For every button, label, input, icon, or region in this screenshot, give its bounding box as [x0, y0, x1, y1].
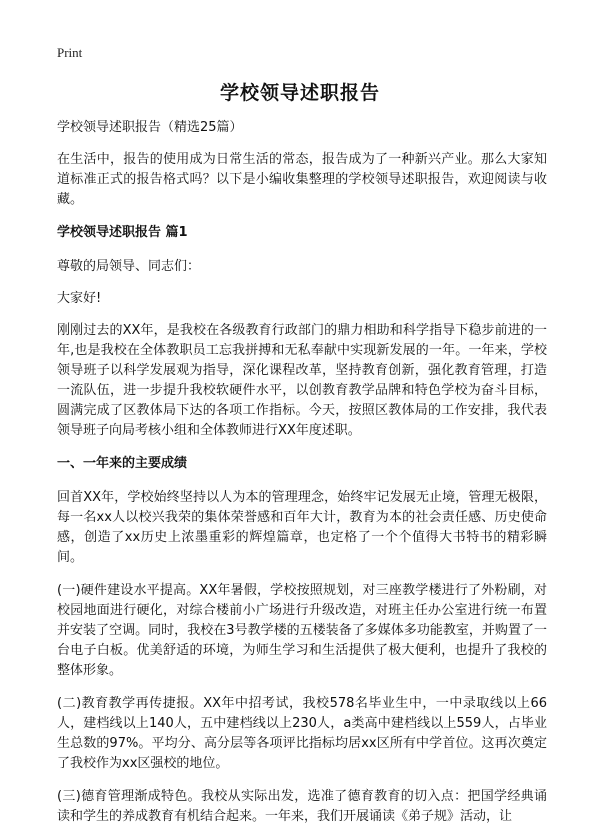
- body-paragraph-5: (三)德育管理渐成特色。我校从实际出发，选准了德育教育的切入点：把国学经典诵读和学生的养成教育有机结合起来。一年来，我们开展诵读《弟子规》活动，让: [57, 789, 547, 824]
- document-subtitle: 学校领导述职报告（精选25篇）: [57, 120, 243, 135]
- body-paragraph-3: (一)硬件建设水平提高。XX年暑假，学校按照规划，对三座教学楼进行了外粉刷，对校园地面进行硬化，对综合楼前小广场进行升级改造，对班主任办公室进行统一布置并安装了空调。同时，我校在3号教学楼的五楼装备了多媒体多功能教室，并购置了一台电子白板。优美舒适的环境，为师生学习和生活提供了极大便利，也提升了我校的整体形象。: [57, 583, 547, 678]
- body-paragraph-4: (二)教育教学再传捷报。XX年中招考试，我校578名毕业生中，一中录取线以上66人，建档线以上140人，五中建档线以上230人，a类高中建档线以上559人，占毕业生总数的97%。平均分、高分层等各项评比指标均居xx区所有中学首位。这再次奠定了我校作为xx区强校的地位。: [57, 696, 547, 771]
- body-paragraph-1: 刚刚过去的XX年，是我校在各级教育行政部门的鼎力相助和科学指导下稳步前进的一年,也是我校在全体教职员工忘我拼搏和无私奉献中实现新发展的一年。一年来，学校领导班子以科学发展观为指导，深化课程改革，坚持教育创新，强化教育管理，打造一流队伍，进一步提升我校软硬件水平，以创教育教学品牌和特色学校为奋斗目标，圆满完成了区教体局下达的各项工作指标。今天，按照区教体局的工作安排，我代表领导班子向局考核小组和全体教师进行XX年度述职。: [57, 323, 547, 438]
- salutation: 尊敬的局领导、同志们：: [57, 259, 201, 274]
- print-label[interactable]: Print: [57, 45, 83, 60]
- body-paragraph-2: 回首XX年，学校始终坚持以人为本的管理理念，始终牢记发展无止境，管理无极限，每一名xx人以校兴我荣的集体荣誉感和百年大计，教育为本的社会责任感、历史使命感，创造了xx历史上浓墨重彩的辉煌篇章，也定格了一个个值得大书特书的精彩瞬间。: [57, 490, 547, 565]
- document-body: [57, 118, 547, 840]
- document-title: 学校领导述职报告: [219, 82, 380, 104]
- section-title: 学校领导述职报告 篇1: [57, 225, 188, 240]
- intro-paragraph: 在生活中，报告的使用成为日常生活的常态，报告成为了一种新兴产业。那么大家知道标准正式的报告格式吗？以下是小编收集整理的学校领导述职报告，欢迎阅读与收藏。: [57, 152, 547, 207]
- heading-achievements: 一、一年来的主要成绩: [57, 456, 188, 471]
- greeting: 大家好!: [57, 291, 102, 306]
